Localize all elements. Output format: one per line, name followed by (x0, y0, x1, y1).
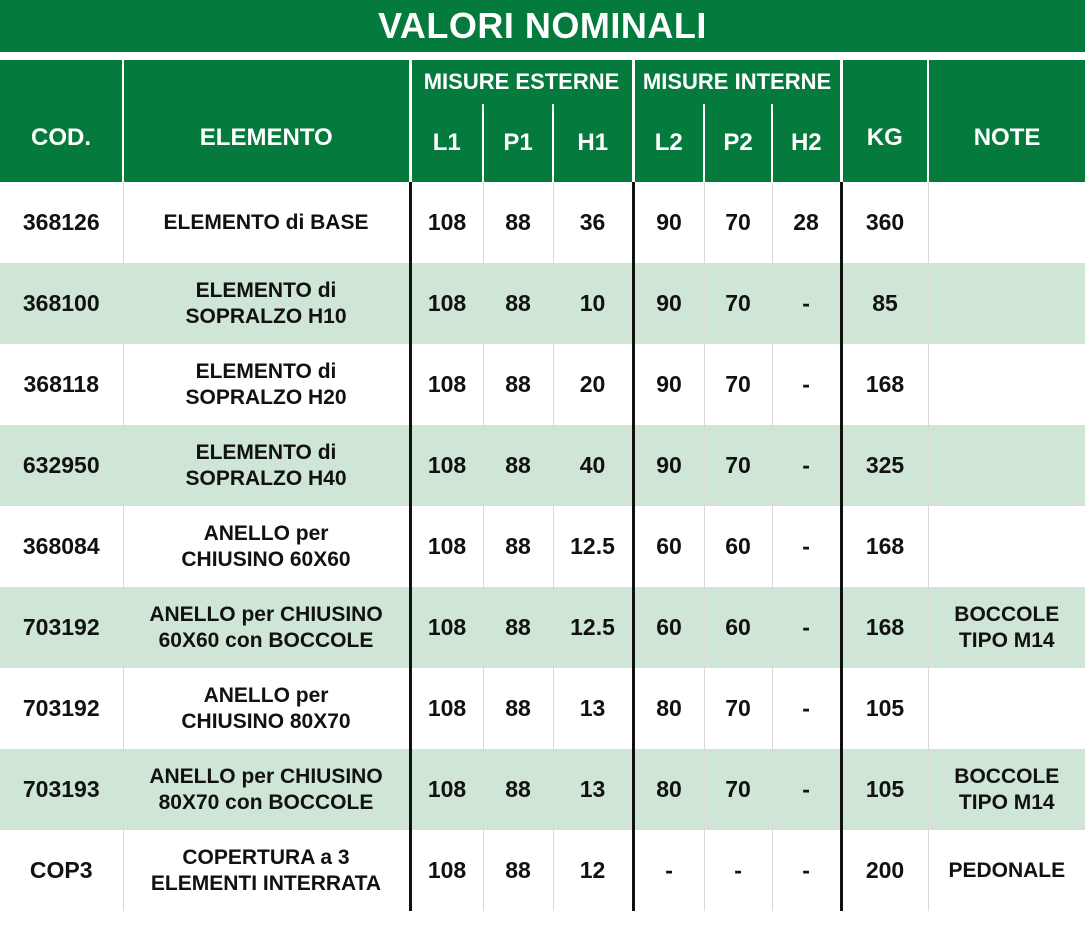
cell-p2: 70 (704, 182, 772, 263)
cell-l1: 108 (410, 506, 483, 587)
cell-note (928, 344, 1085, 425)
cell-kg: 85 (841, 263, 928, 344)
table-row (0, 263, 1085, 344)
cell-l1: 108 (410, 830, 483, 911)
table-row (0, 587, 1085, 668)
table-row (0, 668, 1085, 749)
cell-kg: 168 (841, 344, 928, 425)
cell-l2: 80 (633, 749, 704, 830)
cell-note (928, 830, 1085, 911)
table-row (0, 182, 1085, 263)
cell-cod: 368118 (23, 371, 99, 397)
cell-l1: 108 (410, 587, 483, 668)
cell-h2: - (772, 506, 841, 587)
cell-note (928, 182, 1085, 263)
cell-p1: 88 (483, 182, 553, 263)
cell-elemento-line-1: ANELLO per CHIUSINO (149, 602, 383, 626)
cell-elemento-line-1: ELEMENTO di BASE (163, 210, 369, 234)
cell-l2: 90 (633, 425, 704, 506)
table-row (0, 749, 1085, 830)
cell-cod: 703193 (0, 749, 123, 830)
cell-p1: 88 (483, 506, 553, 587)
cell-h2: - (772, 830, 841, 911)
cell-note (928, 506, 1085, 587)
cell-note (928, 425, 1085, 506)
cell-l2: - (633, 830, 704, 911)
page-title: VALORI NOMINALI (0, 0, 1085, 52)
header-h2: H2 (772, 104, 841, 182)
table-row (0, 506, 1085, 587)
cell-note (928, 263, 1085, 344)
cell-p1: 88 (483, 587, 553, 668)
header-kg: KG (841, 60, 928, 182)
cell-p2: 70 (704, 344, 772, 425)
cell-p2: - (704, 830, 772, 911)
header-l2: L2 (633, 104, 704, 182)
cell-note-line-2: TIPO M14 (958, 628, 1055, 652)
cell-elemento (123, 830, 410, 911)
cell-note-line-1: BOCCOLE (954, 764, 1060, 788)
cell-p1: 88 (483, 425, 553, 506)
header-elemento: ELEMENTO (123, 60, 410, 182)
table-row (0, 425, 1085, 506)
cell-note-line-1: BOCCOLE (954, 602, 1060, 626)
cell-p1: 88 (483, 668, 553, 749)
cell-cod: COP3 (29, 857, 93, 883)
cell-kg: 360 (841, 182, 928, 263)
cell-l1: 108 (410, 425, 483, 506)
cell-elemento-line-2: SOPRALZO H20 (185, 385, 347, 409)
cell-elemento-line-2: CHIUSINO 60X60 (181, 547, 351, 571)
cell-h1: 10 (553, 263, 633, 344)
cell-cod: 368126 (22, 209, 100, 235)
cell-h1: 20 (553, 344, 633, 425)
cell-h1: 12.5 (553, 506, 633, 587)
header-h1: H1 (553, 104, 633, 182)
cell-l2: 80 (633, 668, 704, 749)
header-cod: COD. (0, 60, 123, 182)
cell-note (928, 587, 1085, 668)
cell-h2: - (772, 263, 841, 344)
cell-elemento-line-1: ELEMENTO di (195, 440, 337, 464)
cell-cod: 368100 (0, 263, 123, 344)
cell-cod: 632950 (0, 425, 123, 506)
cell-elemento-line-1: ELEMENTO di (195, 359, 337, 383)
cell-h1: 13 (553, 749, 633, 830)
cell-elemento-line-2: ELEMENTI INTERRATA (150, 871, 382, 895)
cell-elemento (123, 344, 410, 425)
cell-p2: 60 (704, 506, 772, 587)
cell-l1: 108 (410, 344, 483, 425)
cell-h1: 13 (553, 668, 633, 749)
cell-elemento-line-2: SOPRALZO H40 (185, 466, 347, 490)
cell-note-line-2: TIPO M14 (958, 790, 1055, 814)
header-l1: L1 (410, 104, 483, 182)
cell-elemento-line-2: SOPRALZO H10 (185, 304, 347, 328)
cell-p1: 88 (483, 263, 553, 344)
cell-kg: 325 (841, 425, 928, 506)
cell-kg: 168 (841, 587, 928, 668)
cell-elemento (123, 263, 410, 344)
header-p2: P2 (704, 104, 772, 182)
cell-cod: 703192 (0, 587, 123, 668)
cell-kg: 168 (841, 506, 928, 587)
cell-elemento (123, 182, 410, 263)
cell-kg: 105 (841, 749, 928, 830)
cell-h2: - (772, 425, 841, 506)
cell-p2: 70 (704, 263, 772, 344)
header-misure-esterne: MISURE ESTERNE (410, 60, 633, 104)
cell-l2: 90 (633, 182, 704, 263)
cell-h1: 40 (553, 425, 633, 506)
cell-p1: 88 (483, 830, 553, 911)
cell-l2: 90 (633, 263, 704, 344)
cell-elemento-line-2: CHIUSINO 80X70 (181, 709, 351, 733)
header-p1: P1 (483, 104, 553, 182)
table-row (0, 344, 1085, 425)
cell-elemento (123, 668, 410, 749)
cell-elemento-line-2: 80X70 con BOCCOLE (158, 790, 374, 814)
cell-l1: 108 (410, 263, 483, 344)
cell-p2: 70 (704, 668, 772, 749)
cell-p1: 88 (483, 749, 553, 830)
cell-h1: 36 (553, 182, 633, 263)
cell-h2: - (772, 749, 841, 830)
cell-h2: 28 (772, 182, 841, 263)
cell-h2: - (772, 668, 841, 749)
cell-note-line-1: PEDONALE (948, 858, 1066, 882)
cell-h2: - (772, 344, 841, 425)
cell-note (928, 668, 1085, 749)
cell-elemento (123, 749, 410, 830)
cell-h2: - (772, 587, 841, 668)
cell-l1: 108 (410, 182, 483, 263)
cell-h1: 12 (553, 830, 633, 911)
cell-elemento (123, 587, 410, 668)
cell-p1: 88 (483, 344, 553, 425)
cell-h1: 12.5 (553, 587, 633, 668)
cell-l1: 108 (410, 749, 483, 830)
cell-p2: 70 (704, 749, 772, 830)
cell-l2: 90 (633, 344, 704, 425)
cell-note (928, 749, 1085, 830)
nominal-values-table (0, 60, 1085, 911)
cell-l1: 108 (410, 668, 483, 749)
cell-cod: 703192 (22, 695, 100, 721)
cell-elemento-line-1: COPERTURA a 3 (182, 845, 350, 869)
cell-p2: 70 (704, 425, 772, 506)
cell-elemento-line-1: ANELLO per CHIUSINO (149, 764, 383, 788)
header-note: NOTE (928, 60, 1085, 182)
cell-elemento-line-1: ELEMENTO di (195, 278, 337, 302)
cell-elemento (123, 425, 410, 506)
cell-l2: 60 (633, 506, 704, 587)
cell-cod: 368084 (22, 533, 100, 559)
cell-elemento (123, 506, 410, 587)
header-misure-interne: MISURE INTERNE (633, 60, 841, 104)
cell-kg: 105 (841, 668, 928, 749)
cell-l2: 60 (633, 587, 704, 668)
cell-elemento-line-2: 60X60 con BOCCOLE (158, 628, 374, 652)
cell-p2: 60 (704, 587, 772, 668)
cell-kg: 200 (841, 830, 928, 911)
table-row (0, 830, 1085, 911)
cell-elemento-line-1: ANELLO per (203, 683, 329, 707)
cell-elemento-line-1: ANELLO per (203, 521, 329, 545)
